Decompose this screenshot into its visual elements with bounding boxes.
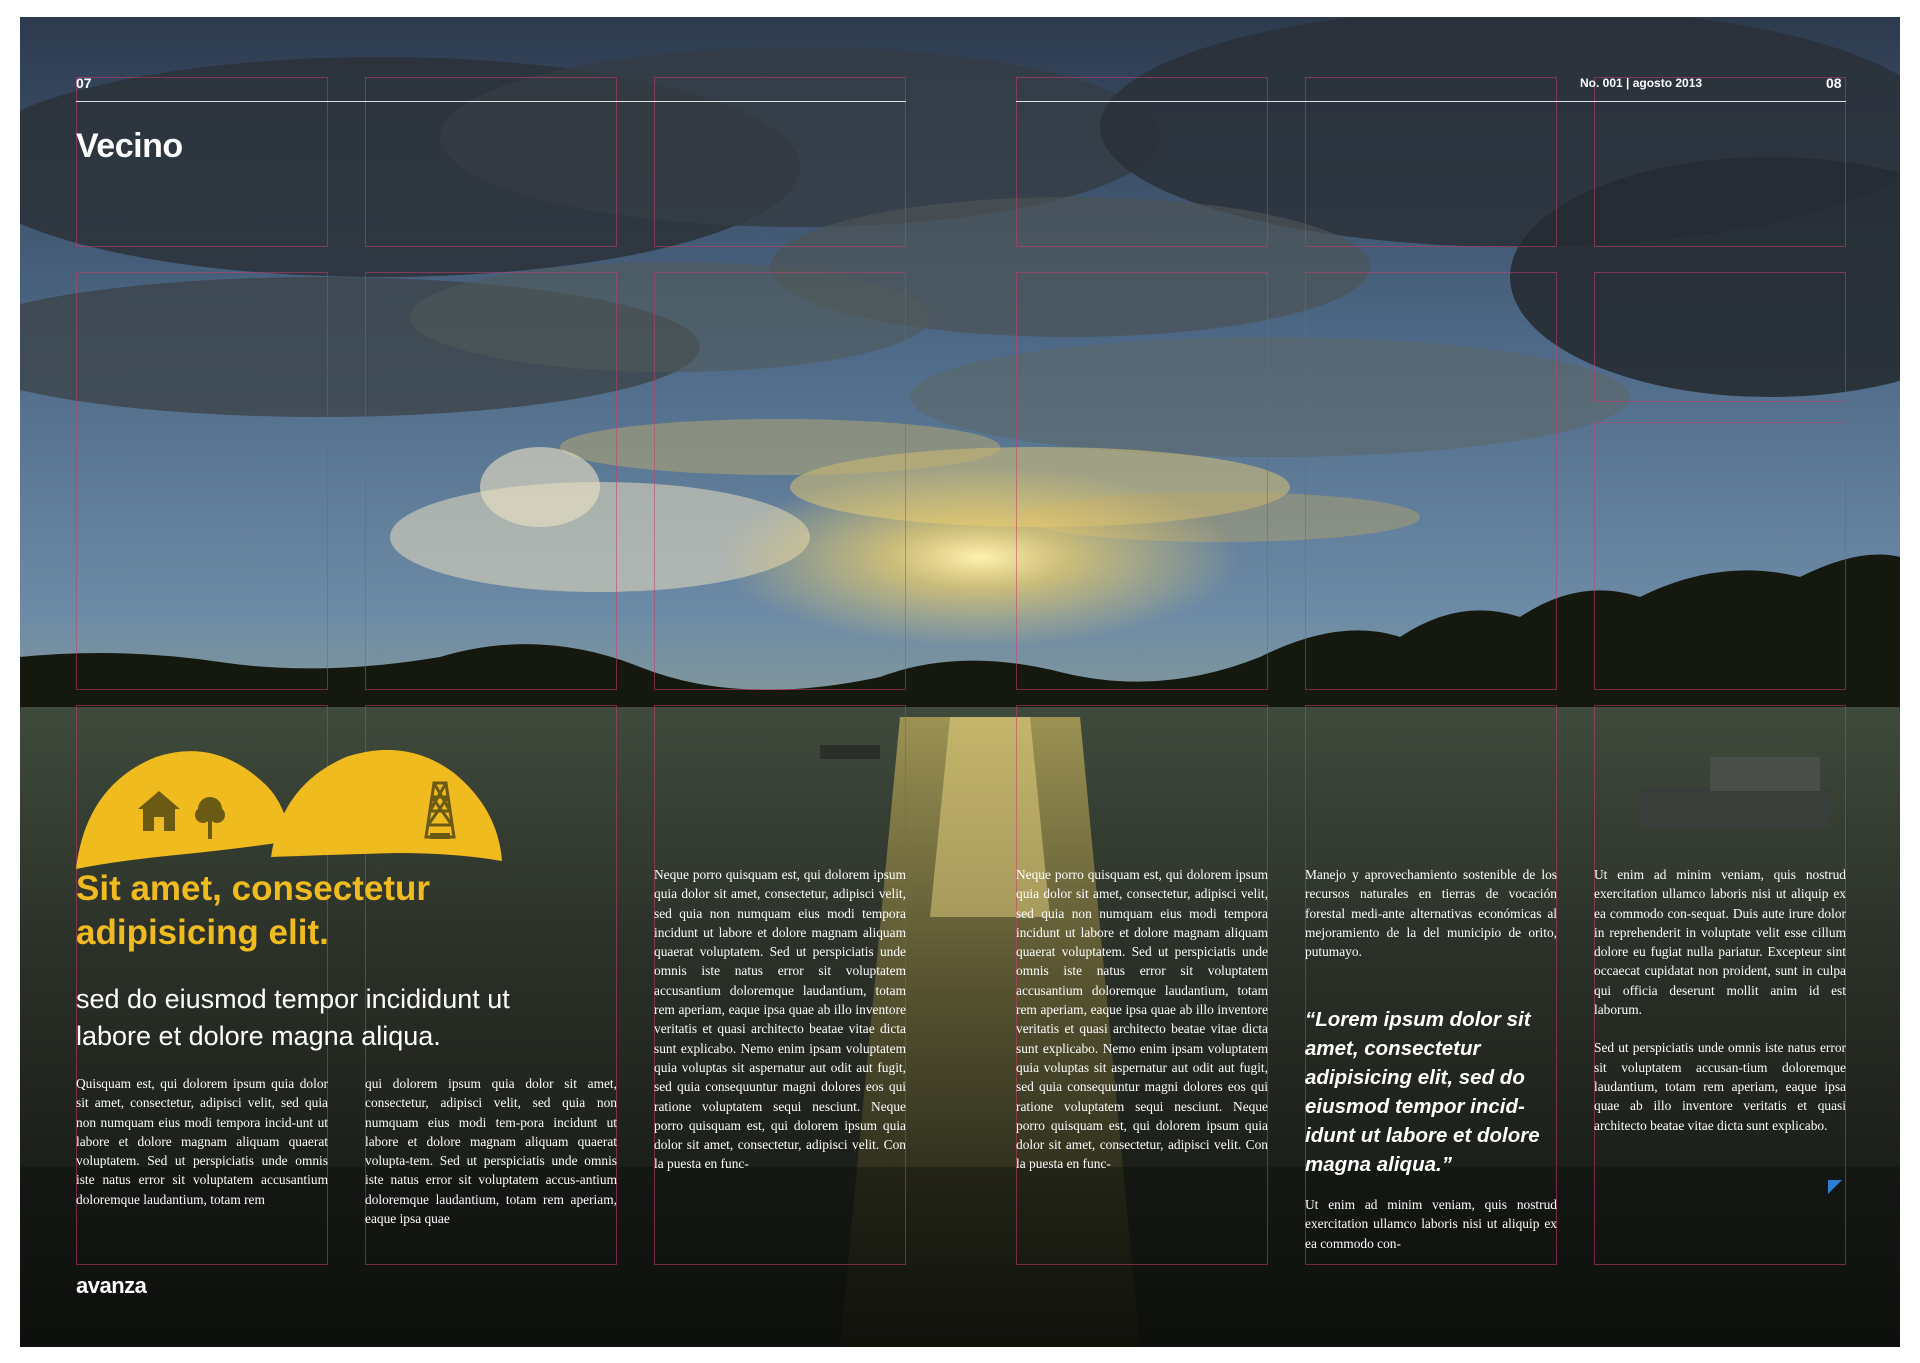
subheadline <box>76 981 510 1055</box>
grid-guide <box>1594 77 1846 247</box>
grid-guide <box>1305 272 1557 690</box>
grid-guide <box>1016 77 1268 247</box>
magazine-spread <box>20 17 1900 1347</box>
grid-guide <box>654 77 906 247</box>
headline-line: adipisicing elit. <box>76 913 329 952</box>
body-column-6 <box>1594 865 1846 1154</box>
left-page-number: 07 <box>76 75 92 91</box>
grid-guide <box>365 272 617 690</box>
grid-guide <box>654 272 906 690</box>
header-rule-right <box>1016 101 1846 102</box>
paragraph: Ut enim ad minim veniam, quis nostrud exercitation ullamco laboris nisi ut aliquip ex ea commodo con-sequat. Duis aute irure dolor in reprehenderit in voluptate velit esse cillum dolore eu fugiat nulla pariatur. Excepteur sint occaecat cupidatat non proident, sunt in culpa qui officia deserunt mollit anim id est laborum. <box>1594 867 1846 1018</box>
body-column-4: Neque porro quisquam est, qui dolorem ipsum quia dolor sit amet, consectetur, adipisci velit, sed quia non numquam eius modi tempora incidunt ut labore et dolore magnam aliquam quaerat voluptatem. Sed ut perspiciatis unde omnis iste natus error sit voluptatem accusantium doloremque laudantium, totam rem aperiam, eaque ipsa quae ab illo inventore veritatis et quasi architecto beatae vitae dicta sunt explicabo. Nemo enim ipsam voluptatem quia voluptas sit aspernatur aut odit aut fugit, sed quia consequuntur magni dolores eos qui ratione voluptatem sequi nesciunt. Neque porro quisquam est, qui dolorem ipsum quia dolor sit amet, consectetur, adipisci velit. Con la puesta en func- <box>1016 867 1268 1172</box>
grid-guide <box>1305 77 1557 247</box>
grid-guide <box>365 77 617 247</box>
body-column-5-continued: Ut enim ad minim veniam, quis nostrud exercitation ullamco laboris nisi ut aliquip ex ea commodo con- <box>1305 1197 1557 1251</box>
header-rule-left <box>76 101 906 102</box>
tree-icon <box>194 795 226 839</box>
end-of-article-mark-icon <box>1828 1180 1842 1194</box>
section-title: Vecino <box>76 127 183 165</box>
grid-guide <box>1016 272 1268 690</box>
body-column-5-intro: Manejo y aprovechamiento sostenible de los recursos naturales en tierras de vocación forestal medi-ante alternativas económicas al mejoramiento de la del municipio de orito, putumayo. <box>1305 867 1557 960</box>
headline <box>76 867 430 955</box>
grid-guide <box>1594 422 1846 690</box>
brand-logo: avanza <box>76 1273 147 1298</box>
grid-guide <box>1594 272 1846 402</box>
right-page-number: 08 <box>1826 75 1842 91</box>
oil-derrick-icon <box>422 779 458 839</box>
grid-guide <box>1305 705 1557 1265</box>
subheadline-line: sed do eiusmod tempor incididunt ut <box>76 984 510 1014</box>
pull-quote: “Lorem ipsum dolor sit amet, consectetur adipisicing elit, sed do eiusmod tempor incid-idunt ut labore et dolore magna aliqua.” <box>1305 1008 1540 1176</box>
issue-info: No. 001 | agosto 2013 <box>1580 76 1703 90</box>
paragraph: Sed ut perspiciatis unde omnis iste natus error sit voluptatem accusan-tium doloremque laudantium, totam rem aperiam, eaque ipsa quae ab illo inventore veritatis et quasi architecto beatae vitae dicta sunt explicabo. <box>1594 1040 1846 1133</box>
house-icon <box>136 787 182 833</box>
grid-guide <box>76 272 328 690</box>
body-column-2: qui dolorem ipsum quia dolor sit amet, consectetur, adipisci velit, sed quia non numquam eius modi tem-pora incidunt ut labore et dolore magnam aliquam quaerat volupta-tem. Sed ut perspiciatis unde omnis iste natus error sit voluptatem accus-antium doloremque laudantium, totam rem aperiam, eaque ipsa quae <box>365 1076 617 1227</box>
subheadline-line: labore et dolore magna aliqua. <box>76 1021 441 1051</box>
headline-line: Sit amet, consectetur <box>76 869 430 908</box>
body-column-1: Quisquam est, qui dolorem ipsum quia dolor sit amet, consectetur, adipisci velit, sed quia non numquam eius modi tempora incid-unt ut labore et dolore magnam aliquam quaerat voluptatem. Sed ut perspiciatis unde omnis iste natus error sit voluptatem accusantium doloremque laudantium, totam rem <box>76 1076 328 1207</box>
body-column-3: Neque porro quisquam est, qui dolorem ipsum quia dolor sit amet, consectetur, adipisci velit, sed quia non numquam eius modi tempora incidunt ut labore et dolore magnam aliquam quaerat voluptatem. Sed ut perspiciatis unde omnis iste natus error sit voluptatem accusantium doloremque laudantium, totam rem aperiam, eaque ipsa quae ab illo inventore veritatis et quasi architecto beatae vitae dicta sunt explicabo. Nemo enim ipsam voluptatem quia voluptas sit aspernatur aut odit aut fugit, sed quia consequuntur magni dolores eos qui ratione voluptatem sequi nesciunt. Neque porro quisquam est, qui dolorem ipsum quia dolor sit amet, consectetur, adipisci velit. Con la puesta en func- <box>654 867 906 1172</box>
